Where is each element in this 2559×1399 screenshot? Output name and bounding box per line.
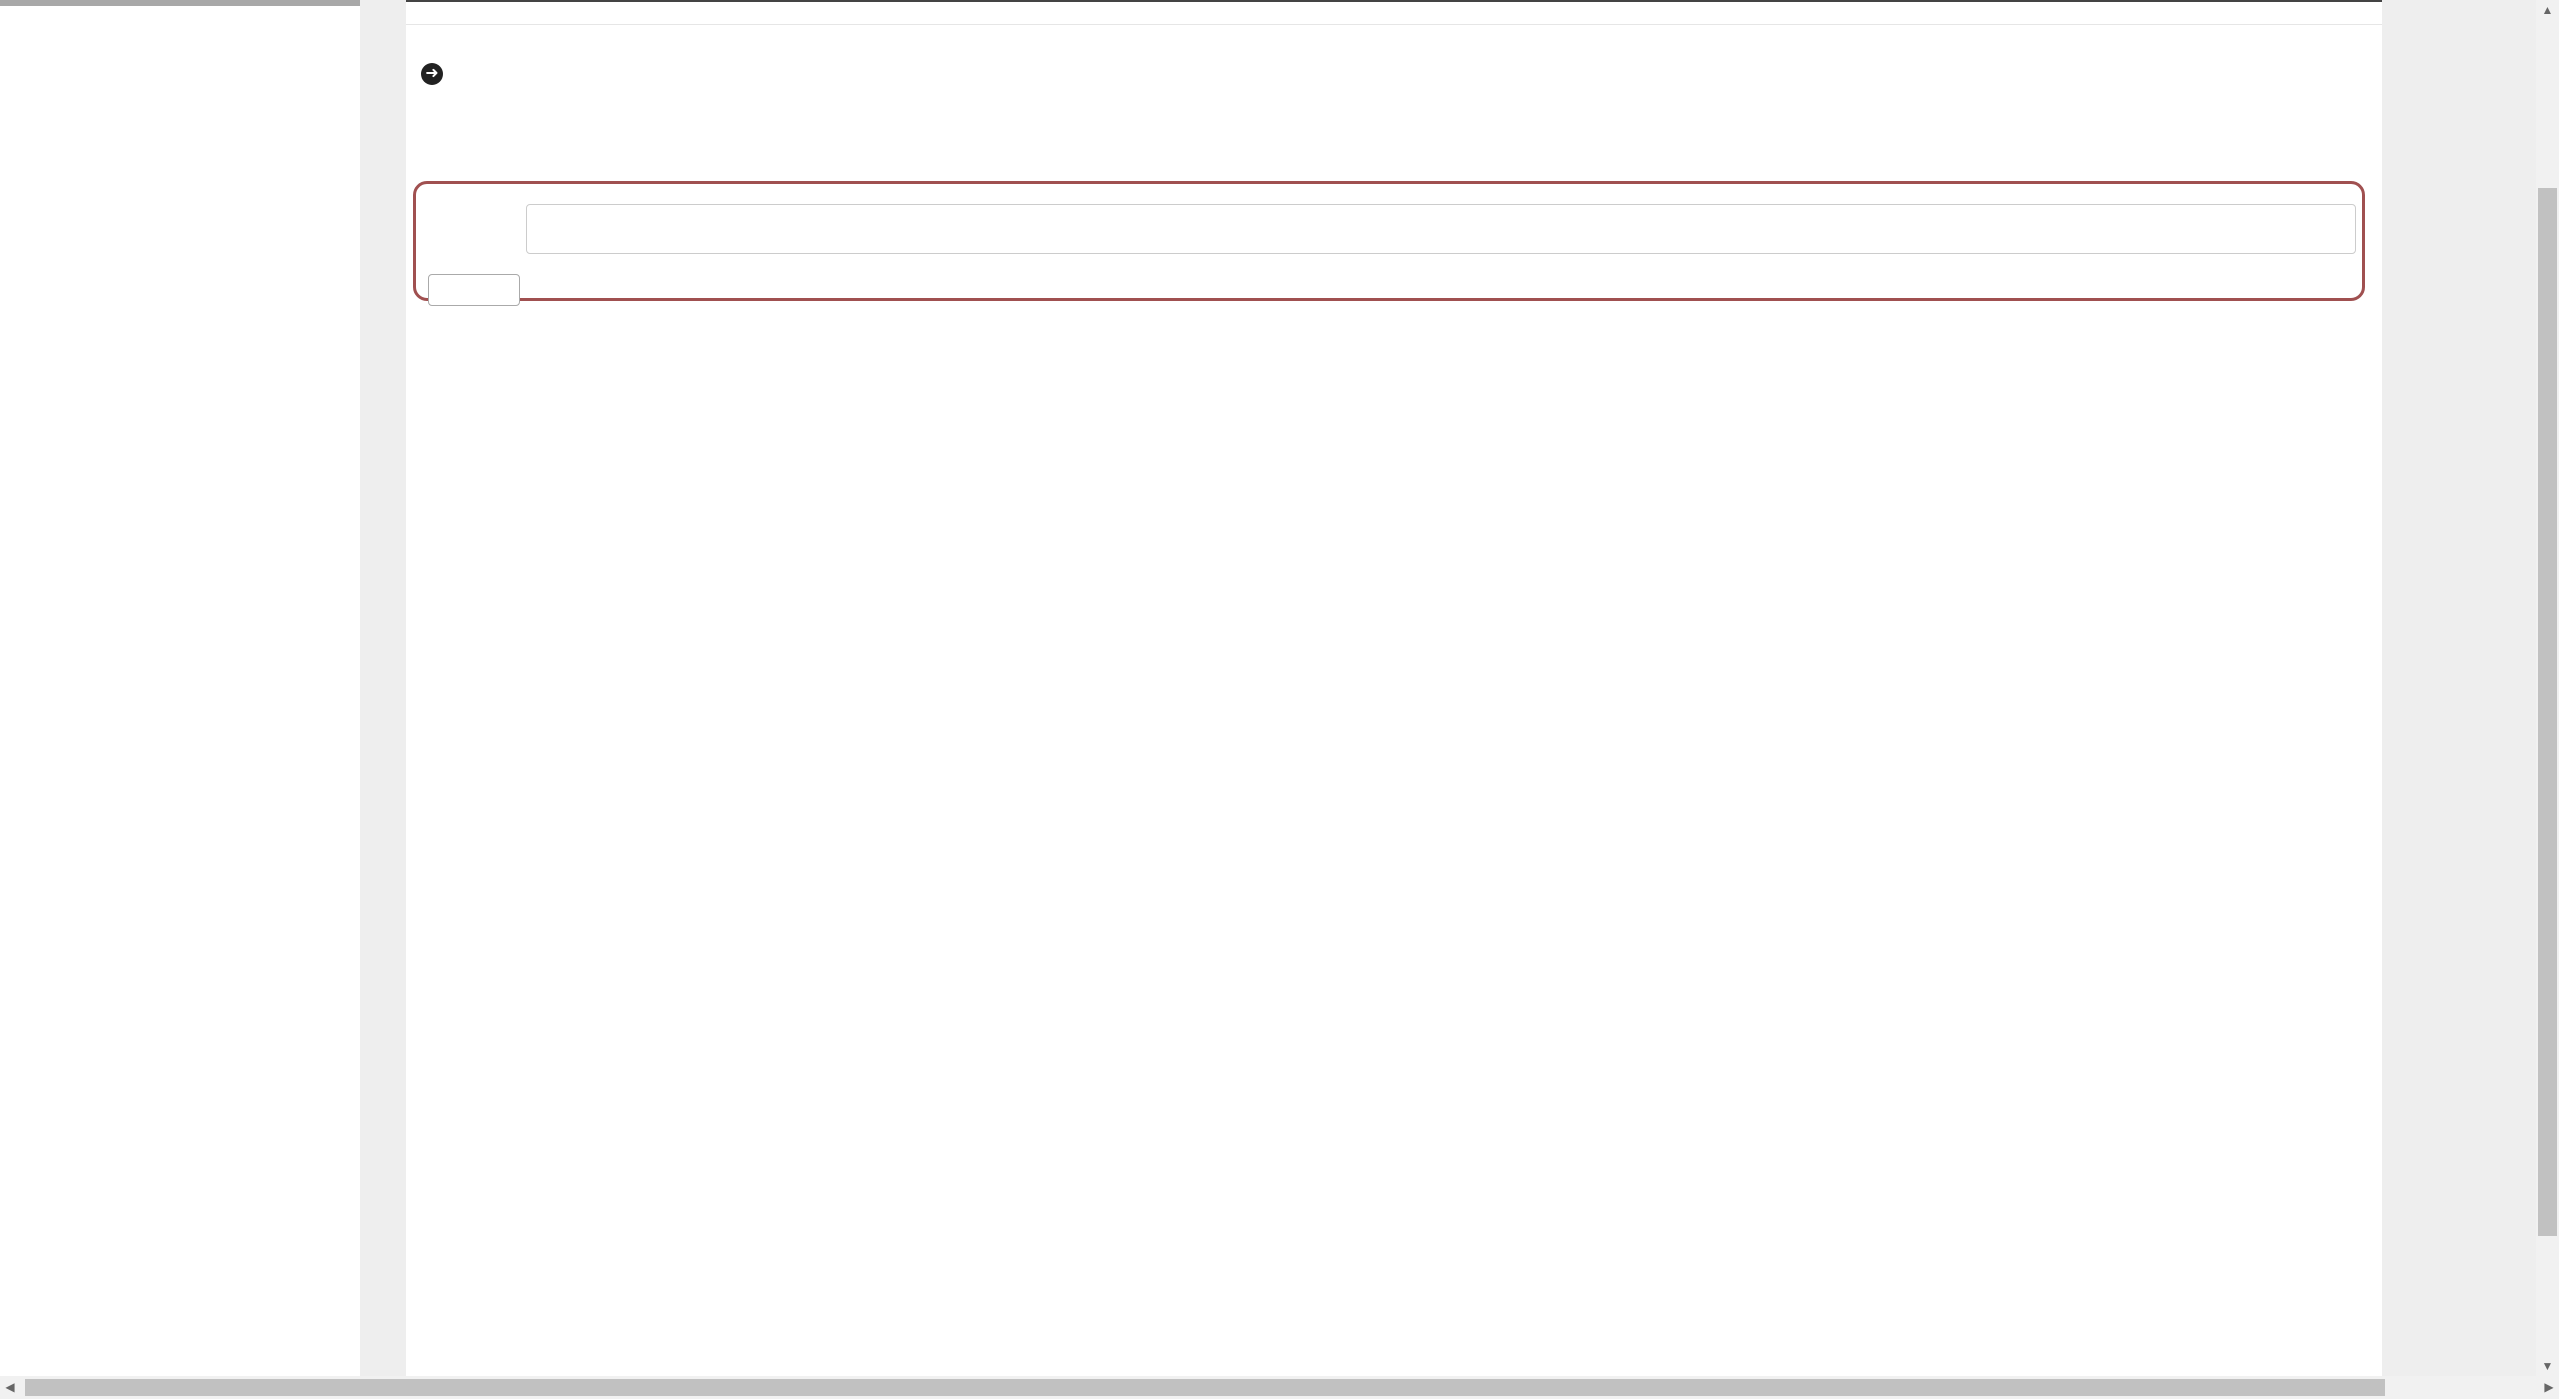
- header-divider: [406, 24, 2382, 25]
- vertical-scrollbar[interactable]: [2536, 0, 2559, 1376]
- sql-query-input[interactable]: [526, 204, 2356, 254]
- scroll-right-icon[interactable]: ▶: [2544, 1380, 2554, 1394]
- top-divider: [406, 0, 2382, 2]
- scroll-up-icon[interactable]: ▲: [2541, 3, 2554, 17]
- main-content: [406, 0, 2382, 1376]
- scroll-down-icon[interactable]: ▼: [2541, 1359, 2554, 1373]
- horizontal-scroll-thumb[interactable]: [25, 1379, 2385, 1396]
- injection-submenu: [0, 0, 360, 6]
- assignment-form: [413, 181, 2365, 301]
- lesson-pagination: [416, 58, 448, 90]
- scroll-left-icon[interactable]: ◀: [5, 1380, 15, 1394]
- sidebar-nav: [0, 0, 360, 1376]
- arrow-left-icon[interactable]: ➜: [421, 63, 443, 85]
- lesson-content: [413, 140, 2378, 301]
- horizontal-scrollbar[interactable]: [0, 1376, 2559, 1399]
- submit-button[interactable]: [428, 274, 520, 306]
- vertical-scroll-thumb[interactable]: [2538, 188, 2557, 1236]
